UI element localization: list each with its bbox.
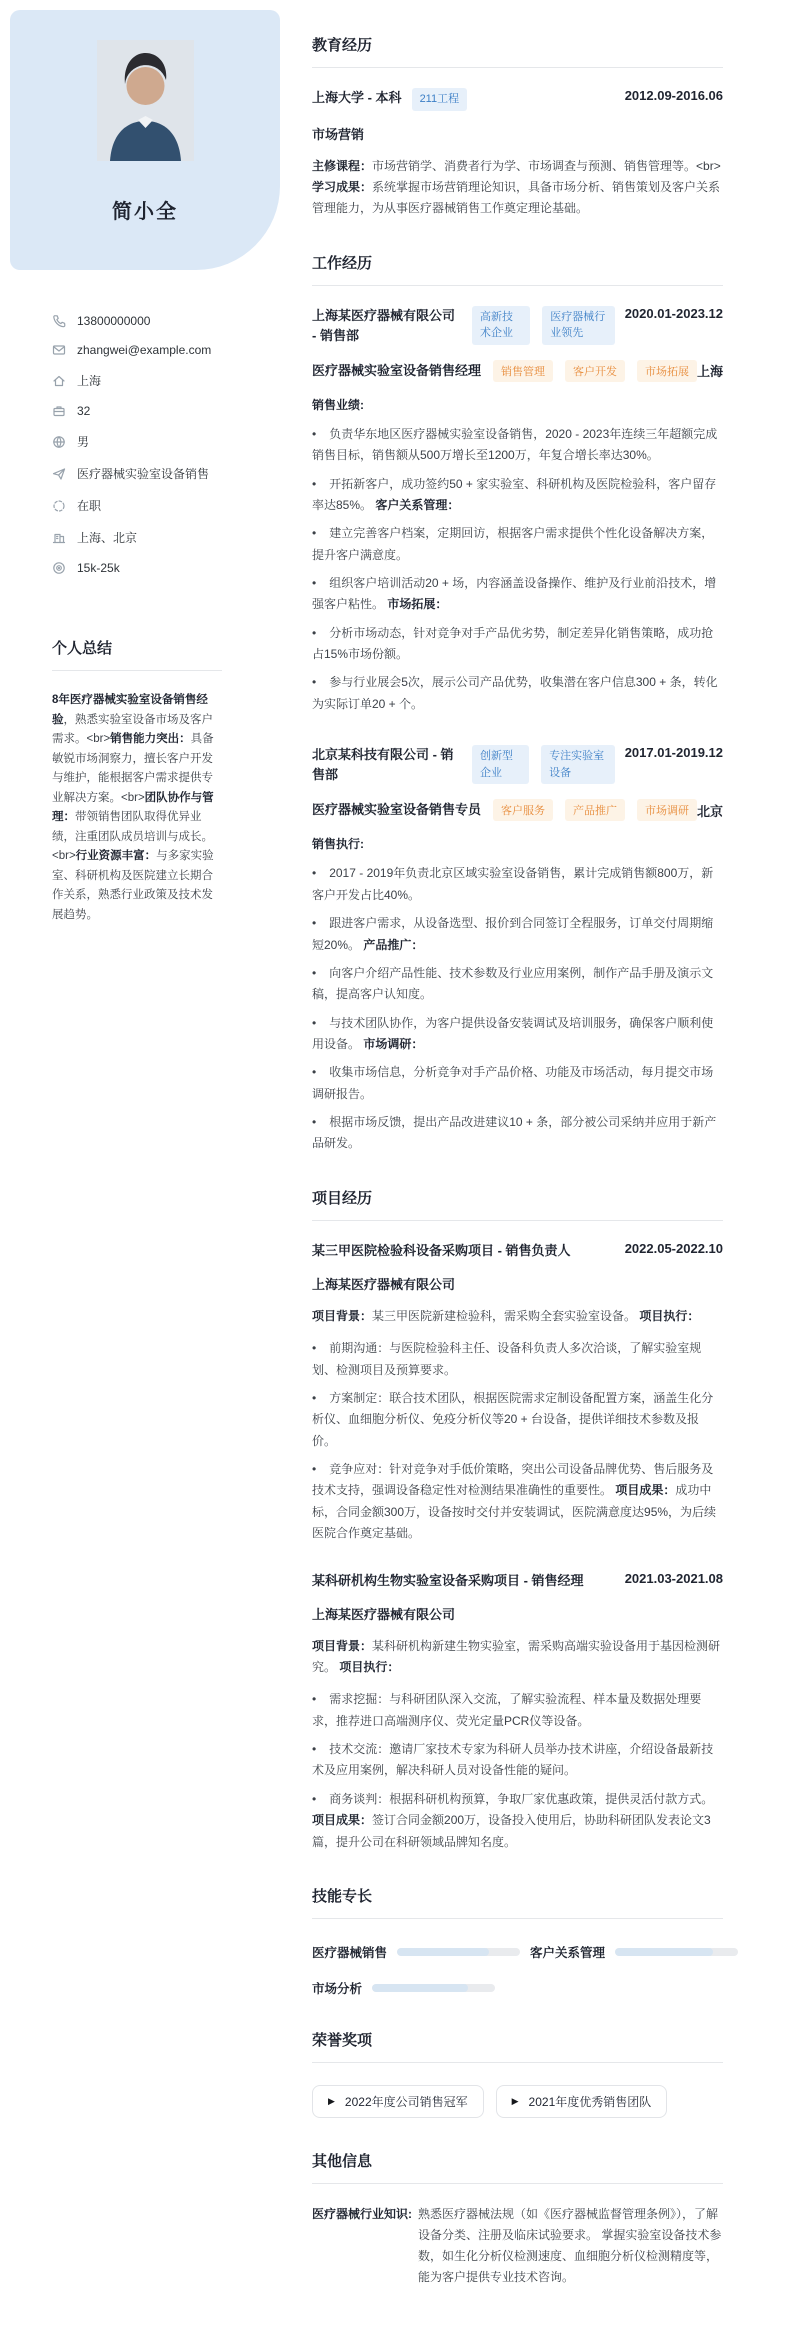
buildings-icon [52, 531, 66, 545]
skill-item-2 [530, 1943, 738, 1961]
bullet-dot: • [312, 625, 317, 640]
project2-company: 上海某医疗器械有限公司 [312, 1606, 456, 1622]
bullet-text: 根据市场反馈，提出产品改进建议10 + 条，部分被公司采纳并应用于新产品研发。 [312, 1115, 717, 1151]
honors-title: 荣誉奖项 [312, 2029, 723, 2063]
bullet-text: 收集市场信息，分析竞争对手产品价格、功能及市场活动，每月提交市场调研报告。 [312, 1065, 714, 1101]
bullet-item [312, 1013, 723, 1056]
home-icon [52, 374, 66, 388]
job2-date: 2017.01-2019.12 [624, 745, 723, 761]
skill-bar [372, 1984, 495, 1992]
bullet-item [312, 474, 723, 517]
profile-hero [10, 10, 280, 270]
project-entry-2 [312, 1571, 723, 1853]
bullet-text: 向客户介绍产品性能、技术参数及行业应用案例，制作产品手册及演示文稿，提高客户认知度。 [312, 965, 714, 1002]
bullet-item [312, 963, 723, 1006]
bullet-text: 需求挖掘：与科研团队深入交流，了解实验流程、样本量及数据处理要求，推荐进口高端测序仪、荧光定量PCR仪等设备。 [312, 1692, 702, 1728]
skill-bar-fill [397, 1948, 489, 1956]
bullet-item [312, 573, 723, 616]
project-entry-1 [312, 1241, 723, 1545]
bullet-item [312, 623, 723, 666]
contact-item-salary [52, 561, 280, 575]
personal-summary-title: 个人总结 [52, 637, 222, 671]
bullet-item [312, 1789, 723, 1853]
job1-header [312, 306, 723, 346]
company-badge: 专注实验室设备 [541, 745, 615, 784]
email-icon [52, 343, 66, 357]
contact-value-gender: 男 [77, 435, 90, 449]
job2-intro: 销售执行: [312, 837, 364, 852]
job2-company: 北京某科技有限公司 - 销售部 [312, 747, 454, 783]
bullet-dot: • [312, 675, 317, 690]
bullet-text: 前期沟通：与医院检验科主任、设备科负责人多次洽谈，了解实验室规划、检测项目及预算要求。 [312, 1341, 702, 1377]
job1-role: 医疗器械实验室设备销售经理 [312, 362, 482, 378]
bullet-dot: • [312, 1390, 317, 1405]
skill-item-1 [312, 1943, 520, 1961]
job1-date: 2020.01-2023.12 [624, 305, 723, 321]
skill-bar [397, 1948, 520, 1956]
honor-text: 2021年度优秀销售团队 [528, 2094, 652, 2109]
bullet-dot: • [312, 476, 317, 491]
skill-name: 医疗器械销售 [312, 1945, 388, 1960]
contact-item-gender [52, 433, 280, 450]
job2-tag: 客户服务 [493, 799, 553, 821]
candidate-name: 简小全 [112, 201, 178, 223]
job-entry-2 [312, 745, 723, 1155]
contact-item-position [52, 465, 280, 482]
bullet-item [312, 913, 723, 956]
bullet-text: 商务谈判：根据科研机构预算，争取厂家优惠政策，提供灵活付款方式。 项目成果：签订合同金额200万，设备投入使用后，协助科研团队发表论文3篇，提升公司在科研领域品牌知名度。 [312, 1791, 714, 1849]
education-entry-header [312, 88, 723, 111]
bullet-item [312, 672, 723, 715]
honor-badge-1 [312, 2085, 484, 2118]
skill-name: 市场分析 [312, 1981, 363, 1996]
bullet-dot: • [312, 1692, 317, 1707]
job2-company-badges [472, 745, 615, 784]
school-badges [412, 88, 468, 111]
salary-icon [52, 561, 66, 575]
company-badge: 高新技术企业 [472, 306, 530, 345]
bullet-item [312, 863, 723, 906]
contact-item-status [52, 497, 280, 514]
bullet-dot: • [312, 1462, 317, 1477]
contact-value-cities: 上海、北京 [77, 531, 138, 545]
bullet-text: 方案制定：联合技术团队，根据医院需求定制设备配置方案，涵盖生化分析仪、血细胞分析仪、免疫分析仪等20 + 台设备，提供详细技术参数及报价。 [312, 1390, 714, 1448]
project2-name: 某科研机构生物实验室设备采购项目 - 销售经理 [312, 1572, 584, 1588]
bullet-dot: • [312, 1115, 317, 1130]
job2-role-row [312, 799, 723, 821]
major-name: 市场营销 [312, 126, 365, 142]
bullet-dot: • [312, 1015, 317, 1030]
education-section [312, 34, 723, 220]
bullet-item [312, 1739, 723, 1782]
bullet-text: 参与行业展会5次，展示公司产品优势，收集潜在客户信息300 + 条，转化为实际订单20 + 个。 [312, 675, 718, 711]
bullet-item [312, 1689, 723, 1732]
bullet-text: 技术交流：邀请厂家技术专家为科研人员举办技术讲座，介绍设备最新技术及应用案例，解决科研人员对设备性能的疑问。 [312, 1742, 714, 1778]
bullet-dot: • [312, 916, 317, 931]
personal-summary-section [52, 637, 222, 926]
bullet-dot: • [312, 426, 317, 441]
play-icon: ▶ [511, 2095, 519, 2106]
honor-list [312, 2083, 723, 2118]
other-info-section [312, 2150, 723, 2288]
position-icon [52, 467, 66, 481]
job2-tag: 产品推广 [565, 799, 625, 821]
project1-name: 某三甲医院检验科设备采购项目 - 销售负责人 [312, 1242, 571, 1258]
bullet-text: 竞争应对：针对竞争对手低价策略，突出公司设备品牌优势、售后服务及技术支持，强调设备稳定性对检测结果准确性的重要性。 项目成果：成功中标，合同金额300万，设备按时交付并安装调试，医院满意度达95%，为后续医院合作奠定基础。 [312, 1462, 717, 1541]
bullet-dot: • [312, 576, 317, 591]
bullet-dot: • [312, 1791, 317, 1806]
projects-title: 项目经历 [312, 1187, 723, 1221]
personal-summary-text: 8年医疗器械实验室设备销售经验，熟悉实验室设备市场及客户需求。<br>销售能力突出：具备敏锐市场洞察力，擅长客户开发与维护，能根据客户需求提供专业解决方案。<br>团队协作与管理：带领销售团队取得优异业绩，注重团队成员培训与成长。<br>行业资源丰富：与多家实验室、科研机构及医院建立长期合作关系，熟悉行业政策及技术发展趋势。 [52, 694, 214, 922]
phone-icon [52, 314, 66, 328]
honors-section [312, 2029, 723, 2118]
spacer [312, 1327, 723, 1338]
bullet-item [312, 1338, 723, 1381]
contact-list [52, 314, 280, 575]
profile-photo [97, 40, 194, 161]
spacer [312, 1678, 723, 1689]
job2-tag: 市场调研 [637, 799, 697, 821]
projects-section [312, 1187, 723, 1853]
bullet-text: 建立完善客户档案，定期回访，根据客户需求提供个性化设备解决方案，提升客户满意度。 [312, 526, 714, 562]
company-badge: 医疗器械行业领先 [542, 306, 614, 345]
skill-item-3 [312, 1979, 520, 1997]
bullet-dot: • [312, 1742, 317, 1757]
project1-intro: 项目背景：某三甲医院新建检验科，需采购全套实验室设备。 项目执行： [312, 1308, 700, 1323]
honor-text: 2022年度公司销售冠军 [344, 2094, 468, 2109]
bullet-dot: • [312, 526, 317, 541]
bullet-item [312, 424, 723, 467]
contact-value-age: 32 [77, 404, 91, 418]
skill-bar-fill [372, 1984, 468, 1992]
contact-value-position: 医疗器械实验室设备销售 [77, 467, 210, 481]
other-info-label: 医疗器械行业知识: [312, 2206, 412, 2221]
contact-item-age [52, 404, 280, 418]
work-section [312, 252, 723, 1155]
project2-header [312, 1571, 723, 1591]
job2-role: 医疗器械实验室设备销售专员 [312, 802, 482, 818]
bullet-text: 与技术团队协作，为客户提供设备安装调试及培训服务，确保客户顺利使用设备。 市场调研： [312, 1015, 714, 1051]
main-content [312, 10, 723, 2320]
job1-tag: 销售管理 [493, 360, 553, 382]
status-icon [52, 499, 66, 513]
contact-value-salary: 15k-25k [77, 561, 120, 575]
contact-value-status: 在职 [77, 499, 102, 513]
bullet-item [312, 523, 723, 566]
school-name: 上海大学 - 本科 [312, 90, 402, 105]
job1-company-badges [472, 306, 615, 345]
education-date: 2012.09-2016.06 [624, 88, 723, 103]
skill-bar-fill [615, 1948, 713, 1956]
bullet-dot: • [312, 1065, 317, 1080]
project2-date: 2021.03-2021.08 [624, 1570, 723, 1586]
job1-role-row [312, 360, 723, 382]
job2-header [312, 745, 723, 785]
bullet-text: 跟进客户需求，从设备选型、报价到合同签订全程服务，订单交付周期缩短20%。 产品推广： [312, 916, 714, 952]
school-badge-211: 211工程 [412, 88, 468, 111]
skill-bar [615, 1948, 738, 1956]
contact-value-location: 上海 [77, 374, 102, 388]
skills-title: 技能专长 [312, 1885, 723, 1919]
project2-intro: 项目背景：某科研机构新建生物实验室，需采购高端实验设备用于基因检测研究。 项目执行： [312, 1638, 721, 1674]
other-info-row [312, 2204, 723, 2288]
job1-company: 上海某医疗器械有限公司 - 销售部 [312, 307, 456, 343]
contact-item-location [52, 372, 280, 389]
other-info-title: 其他信息 [312, 2150, 723, 2184]
bullet-text: 组织客户培训活动20 + 场，内容涵盖设备操作、维护及行业前沿技术，增强客户粘性。 市场拓展： [312, 576, 717, 612]
work-title: 工作经历 [312, 252, 723, 286]
job1-tag: 市场拓展 [637, 360, 697, 382]
contact-item-email [52, 343, 280, 357]
bullet-text: 开拓新客户，成功签约50 + 家实验室、科研机构及医院检验科，客户留存率达85%。 客户关系管理： [312, 476, 717, 512]
job1-intro: 销售业绩: [312, 397, 364, 412]
job-entry-1 [312, 306, 723, 716]
skills-section [312, 1885, 723, 1997]
bullet-item [312, 1112, 723, 1155]
bullet-item [312, 1062, 723, 1105]
project1-header [312, 1241, 723, 1261]
job1-location: 上海 [697, 364, 724, 380]
age-icon [52, 404, 66, 418]
contact-item-phone [52, 314, 280, 328]
bullet-text: 负责华东地区医疗器械实验室设备销售，2020 - 2023年连续三年超额完成销售目标，销售额从500万增长至1200万，年复合增长率达30%。 [312, 426, 718, 463]
bullet-item [312, 1388, 723, 1452]
job2-location: 北京 [697, 803, 724, 819]
bullet-dot: • [312, 1341, 317, 1356]
play-icon: ▶ [328, 2095, 335, 2106]
contact-item-cities [52, 529, 280, 546]
bullet-text: 2017 - 2019年负责北京区域实验室设备销售，累计完成销售额800万，新客户开发占比40%。 [312, 866, 714, 902]
education-title: 教育经历 [312, 34, 723, 68]
other-info-text: 熟悉医疗器械法规（如《医疗器械监督管理条例》），了解设备分类、注册及临床试验要求。 掌握实验室设备技术参数，如生化分析仪检测速度、血细胞分析仪检测精度等，能为客户提供专业技术咨询。 [418, 2206, 722, 2284]
bullet-dot: • [312, 866, 317, 881]
gender-icon [52, 435, 66, 449]
profile-photo-placeholder [97, 40, 194, 161]
project1-date: 2022.05-2022.10 [624, 1240, 723, 1256]
job1-tag: 客户开发 [565, 360, 625, 382]
skill-name: 客户关系管理 [530, 1945, 606, 1960]
bullet-text: 分析市场动态，针对竞争对手产品优劣势，制定差异化销售策略，成功抢占15%市场份额。 [312, 625, 714, 662]
skills-grid [312, 1939, 723, 1997]
project1-company: 上海某医疗器械有限公司 [312, 1276, 456, 1292]
contact-value-phone: 13800000000 [77, 314, 151, 328]
bullet-dot: • [312, 965, 317, 980]
sidebar [10, 10, 280, 937]
company-badge: 创新型企业 [472, 745, 529, 784]
bullet-item [312, 1459, 723, 1544]
contact-value-email: zhangwei@example.com [77, 343, 212, 357]
education-description: 主修课程：市场营销学、消费者行为学、市场调查与预测、销售管理等。<br>学习成果：系统掌握市场营销理论知识，具备市场分析、销售策划及客户关系管理能力，为从事医疗器械销售工作奠定理论基础。 [312, 158, 721, 216]
honor-badge-2 [496, 2085, 668, 2118]
